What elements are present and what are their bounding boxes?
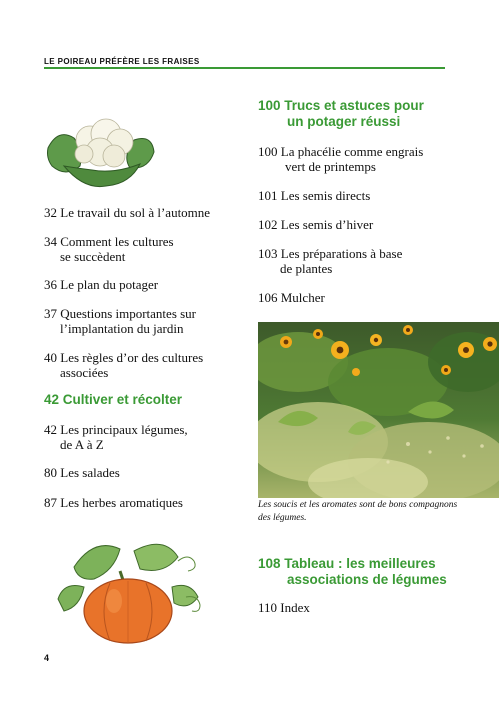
garden-photo-image [258,322,499,498]
garden-photo [258,322,499,498]
toc-entry-100: 100 La phacélie comme engrais vert de printemps [258,144,424,174]
section-heading-tableau: 108 Tableau : les meilleures associations de légumes [258,556,447,587]
toc-entry-106: 106 Mulcher [258,290,325,305]
photo-caption: Les soucis et les aromates sont de bons compagnons des légumes. [258,500,458,523]
toc-entry-80: 80 Les salades [44,465,120,480]
toc-entry-102: 102 Les semis d’hiver [258,217,374,232]
toc-entry-110: 110 Index [258,600,310,615]
page-number: 4 [44,653,50,663]
running-header: LE POIREAU PRÉFÈRE LES FRAISES [44,57,200,66]
pumpkin-illustration [54,527,206,647]
section-heading-cultiver: 42 Cultiver et récolter [44,392,183,407]
header-rule [44,67,445,69]
toc-entry-37: 37 Questions importantes sur l’implantation du jardin [44,306,197,336]
toc-entry-32: 32 Le travail du sol à l’automne [44,205,211,220]
toc-entry-34: 34 Comment les cultures se succèdent [44,234,174,264]
section-heading-trucs: 100 Trucs et astuces pour un potager réussi [258,98,424,129]
toc-entry-103: 103 Les préparations à base de plantes [258,246,403,276]
toc-entry-101: 101 Les semis directs [258,188,371,203]
toc-entry-42: 42 Les principaux légumes, de A à Z [44,422,188,452]
toc-entry-87: 87 Les herbes aromatiques [44,495,183,510]
toc-entry-40: 40 Les règles d’or des cultures associées [44,350,204,380]
cauliflower-illustration [44,110,156,192]
toc-entry-36: 36 Le plan du potager [44,277,159,292]
